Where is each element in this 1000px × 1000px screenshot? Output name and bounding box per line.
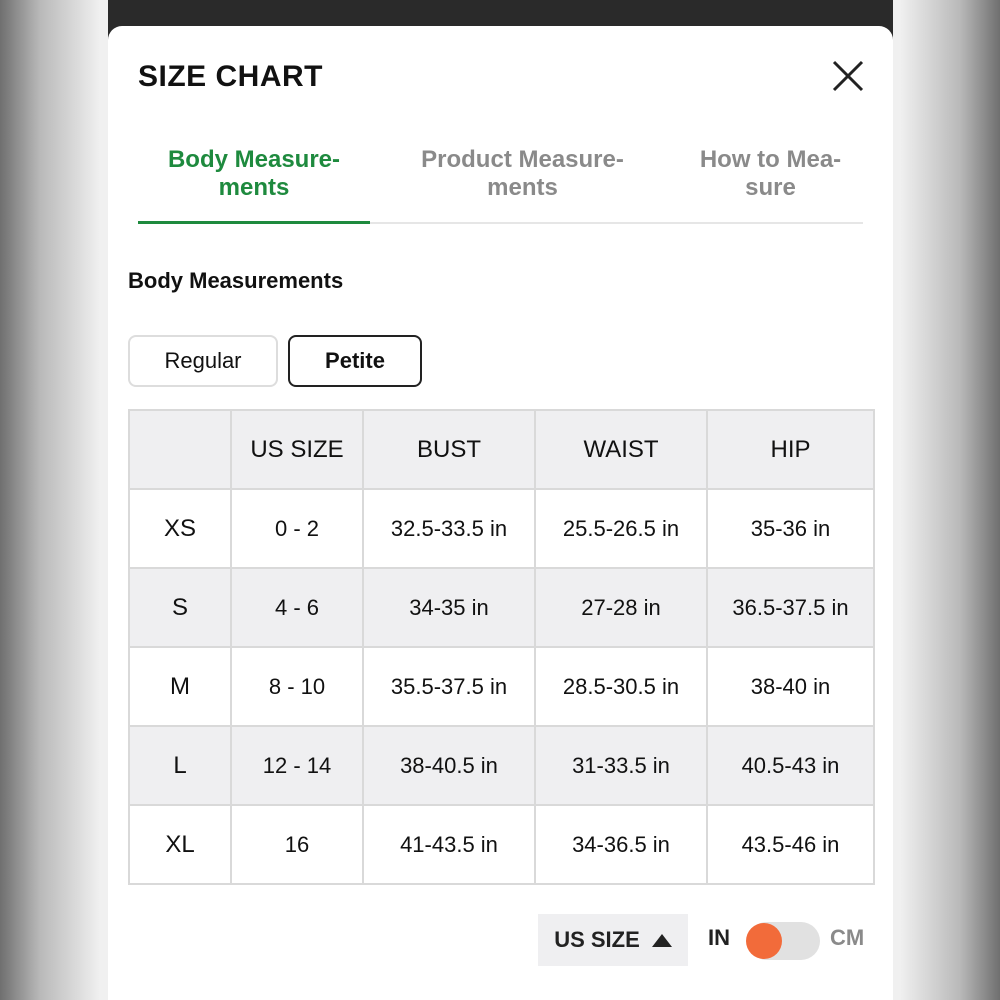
table-cell: 41-43.5 in xyxy=(363,805,535,884)
tab-bar xyxy=(138,136,863,224)
tab-how-to-measure[interactable] xyxy=(678,146,863,202)
regular-fit-button[interactable]: Regular xyxy=(128,335,278,387)
caret-up-icon xyxy=(652,934,672,947)
table-cell: 25.5-26.5 in xyxy=(535,489,707,568)
table-cell: 35.5-37.5 in xyxy=(363,647,535,726)
table-cell: 38-40.5 in xyxy=(363,726,535,805)
size-cell: L xyxy=(129,726,231,805)
unit-cm-label: CM xyxy=(830,925,865,950)
table-row xyxy=(129,568,874,647)
size-system-dropdown[interactable] xyxy=(538,914,688,966)
column-header: BUST xyxy=(363,410,535,489)
table-cell: 35-36 in xyxy=(707,489,874,568)
modal-title: SIZE CHART xyxy=(138,60,323,93)
tab-label-line1: Body Measure- xyxy=(167,146,341,173)
column-header: WAIST xyxy=(535,410,707,489)
table-row xyxy=(129,805,874,884)
size-cell: XS xyxy=(129,489,231,568)
table-cell: 43.5-46 in xyxy=(707,805,874,884)
table-cell: 8 - 10 xyxy=(231,647,363,726)
size-cell: S xyxy=(129,568,231,647)
column-header: US SIZE xyxy=(231,410,363,489)
table-header-row xyxy=(129,410,874,489)
table-cell: 0 - 2 xyxy=(231,489,363,568)
column-header xyxy=(129,410,231,489)
tab-label-line1: How to Mea- xyxy=(699,146,842,173)
table-cell: 36.5-37.5 in xyxy=(707,568,874,647)
table-cell: 31-33.5 in xyxy=(535,726,707,805)
tab-label-line2: ments xyxy=(218,174,290,201)
tab-product-measurements[interactable] xyxy=(400,146,645,202)
table-row xyxy=(129,647,874,726)
column-header: HIP xyxy=(707,410,874,489)
table-cell: 27-28 in xyxy=(535,568,707,647)
table-cell: 12 - 14 xyxy=(231,726,363,805)
size-chart-modal xyxy=(108,26,893,1000)
table-row xyxy=(129,726,874,805)
size-chart-table xyxy=(128,409,875,885)
close-icon[interactable] xyxy=(830,58,866,94)
tab-label-line2: sure xyxy=(745,174,796,201)
tab-label-line1: Product Measure- xyxy=(421,146,624,173)
size-cell: M xyxy=(129,647,231,726)
table-cell: 34-35 in xyxy=(363,568,535,647)
petite-fit-button[interactable]: Petite xyxy=(288,335,422,387)
table-cell: 34-36.5 in xyxy=(535,805,707,884)
tab-body-measurements[interactable] xyxy=(138,146,370,202)
unit-toggle[interactable] xyxy=(748,922,820,960)
table-cell: 40.5-43 in xyxy=(707,726,874,805)
tab-label-line2: ments xyxy=(487,174,558,201)
table-row xyxy=(129,489,874,568)
section-title: Body Measurements xyxy=(128,268,344,293)
table-cell: 16 xyxy=(231,805,363,884)
table-cell: 28.5-30.5 in xyxy=(535,647,707,726)
toggle-knob xyxy=(746,923,782,959)
active-tab-indicator xyxy=(138,221,370,224)
size-cell: XL xyxy=(129,805,231,884)
unit-in-label: IN xyxy=(708,925,730,950)
size-system-label: US SIZE xyxy=(554,927,640,952)
table-cell: 32.5-33.5 in xyxy=(363,489,535,568)
table-cell: 4 - 6 xyxy=(231,568,363,647)
table-cell: 38-40 in xyxy=(707,647,874,726)
